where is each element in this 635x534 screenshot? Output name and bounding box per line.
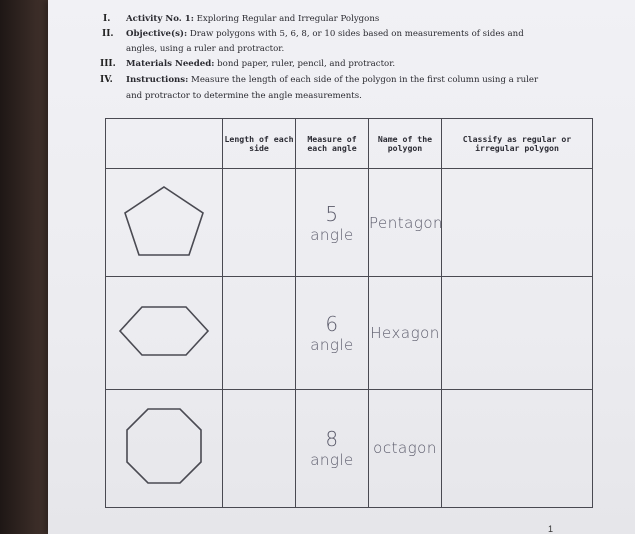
materials-text: bond paper, ruler, pencil, and protractor. — [214, 59, 396, 69]
item-number: I. — [103, 14, 111, 24]
header-cell-name: Name of the polygon — [369, 119, 442, 169]
polygon-name: Hexagon — [370, 324, 440, 343]
angle-cell[interactable] — [296, 169, 369, 277]
instructions-label: Instructions: — [126, 75, 189, 85]
instructions-continuation: and protractor to determine the angle measurements. — [126, 91, 362, 101]
classify-cell[interactable] — [442, 169, 593, 277]
angle-word: angle — [310, 336, 354, 355]
angle-count: 5 — [325, 201, 339, 226]
item-number: II. — [102, 29, 114, 39]
length-cell[interactable] — [223, 169, 296, 277]
page-number: 1 — [547, 524, 553, 534]
classify-cell[interactable] — [442, 277, 593, 389]
header-cell-classify: Classify as regular or irregular polygon — [442, 119, 593, 169]
angle-count: 6 — [325, 312, 339, 337]
materials-label: Materials Needed: — [126, 59, 215, 69]
polygon-name-cell[interactable] — [369, 277, 442, 389]
angle-word: angle — [310, 451, 354, 470]
hexagon-icon — [116, 301, 212, 361]
table-row — [106, 277, 593, 389]
table-header-row — [106, 119, 593, 169]
item-number: IV. — [100, 75, 113, 85]
header-cell-length: Length of each side — [223, 119, 296, 169]
shape-cell — [106, 277, 223, 389]
table-row — [106, 389, 593, 507]
item-number: III. — [100, 59, 116, 69]
classify-cell[interactable] — [442, 389, 593, 507]
activity-text: Exploring Regular and Irregular Polygons — [193, 14, 380, 24]
octagon-icon — [122, 404, 206, 488]
angle-count: 8 — [325, 427, 339, 452]
angle-word: angle — [310, 225, 354, 244]
header-cell-angle: Measure of each angle — [296, 119, 369, 169]
polygon-table — [105, 118, 593, 508]
angle-cell[interactable] — [296, 389, 369, 507]
objective-line — [126, 28, 524, 40]
length-cell[interactable] — [223, 389, 296, 507]
worksheet-paper — [48, 0, 635, 534]
polygon-name-cell[interactable] — [369, 389, 442, 507]
activity-line — [126, 13, 379, 25]
materials-line — [126, 58, 395, 70]
pentagon-icon — [119, 181, 209, 261]
objective-continuation: angles, using a ruler and protractor. — [126, 44, 285, 54]
instructions-text: Measure the length of each side of the polygon in the first column using a ruler — [188, 75, 539, 85]
polygon-name: octagon — [373, 439, 437, 458]
length-cell[interactable] — [223, 277, 296, 389]
polygon-name-cell[interactable] — [369, 169, 442, 277]
objective-text: Draw polygons with 5, 6, 8, or 10 sides based on measurements of sides and — [187, 29, 524, 39]
polygon-name: Pentagon — [369, 213, 444, 232]
shape-cell — [106, 389, 223, 507]
shape-cell — [106, 169, 223, 277]
objective-label: Objective(s): — [126, 29, 188, 39]
activity-label: Activity No. 1: — [126, 14, 194, 24]
instructions-line — [126, 74, 538, 86]
table-row — [106, 169, 593, 277]
header-cell-shape — [106, 119, 223, 169]
angle-cell[interactable] — [296, 277, 369, 389]
